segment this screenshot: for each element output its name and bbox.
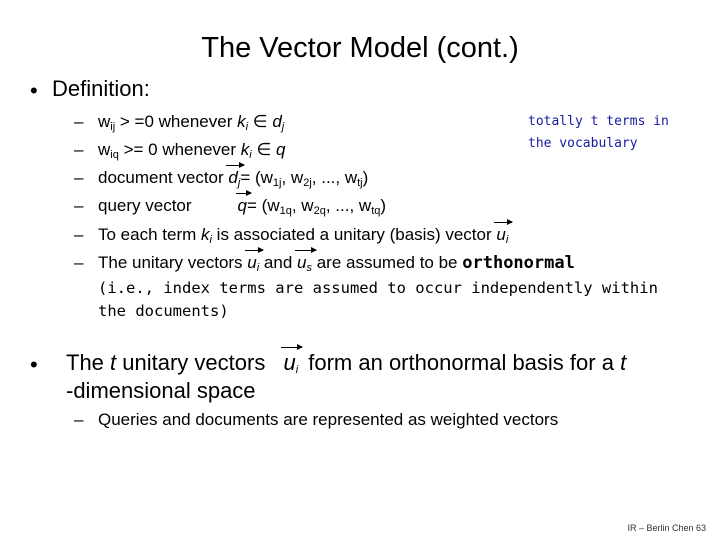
orthonormal-basis-continuation: -dimensional space bbox=[66, 378, 256, 403]
dash-marker: – bbox=[74, 168, 84, 187]
vector-arrow: $u_s$ bbox=[297, 253, 312, 274]
list-item-continuation: (i.e., index terms are assumed to occur independently within bbox=[98, 279, 658, 297]
list-item-weight-doc: $w_{ij} > =0$ whenever $k_i$ ∈ $d_j$ bbox=[98, 112, 285, 133]
vector-arrow: $u_i$ bbox=[496, 225, 509, 246]
vocabulary-note-line2: the vocabulary bbox=[528, 136, 638, 151]
vocabulary-note-line1: totally t terms in bbox=[528, 114, 669, 129]
list-item-orthonormal: The unitary vectors $u_i$ and $u_s$ are assumed to be orthonormal bbox=[98, 253, 575, 274]
vector-arrow: $u_i$ bbox=[283, 350, 299, 376]
dash-marker: – bbox=[74, 225, 84, 244]
list-item-weighted-vectors: Queries and documents are represented as weighted vectors bbox=[98, 410, 559, 429]
slide-title: The Vector Model (cont.) bbox=[201, 32, 519, 64]
dash-marker: – bbox=[74, 410, 84, 429]
slide-footer: IR – Berlin Chen 63 bbox=[627, 523, 706, 533]
list-item-document-vector: document vector $d_j= (w_{1j}$, $w_{2j}$, ..., $w_{tj}$) bbox=[98, 168, 369, 189]
dash-marker: – bbox=[74, 112, 84, 131]
orthonormal-keyword: orthonormal bbox=[462, 253, 575, 273]
list-item-continuation: the documents) bbox=[98, 302, 229, 320]
list-item-weight-query: $w_{iq} >= 0$ whenever $k_i$ ∈ q bbox=[98, 140, 286, 161]
bullet-marker: • bbox=[30, 78, 38, 103]
definition-heading: Definition: bbox=[52, 76, 150, 101]
dash-marker: – bbox=[74, 196, 84, 215]
vocabulary-note bbox=[528, 111, 669, 155]
bullet-marker: • bbox=[30, 352, 38, 377]
dash-marker: – bbox=[74, 253, 84, 272]
dash-marker: – bbox=[74, 140, 84, 159]
vector-arrow: $u_i$ bbox=[247, 253, 260, 274]
list-item-query-vector: query vector $q= (w_{1q}$, $w_{2q}$, ..., $w_{tq}$) bbox=[98, 196, 387, 217]
list-item-basis-vector: To each term $k_i$ is associated a unitary (basis) vector $u_i$ bbox=[98, 225, 509, 246]
orthonormal-basis-bullet: The t unitary vectors $u_i$ form an orthonormal basis for a t bbox=[66, 350, 627, 376]
vector-arrow: $d_j$ bbox=[228, 168, 241, 189]
vector-arrow: q bbox=[237, 196, 248, 215]
